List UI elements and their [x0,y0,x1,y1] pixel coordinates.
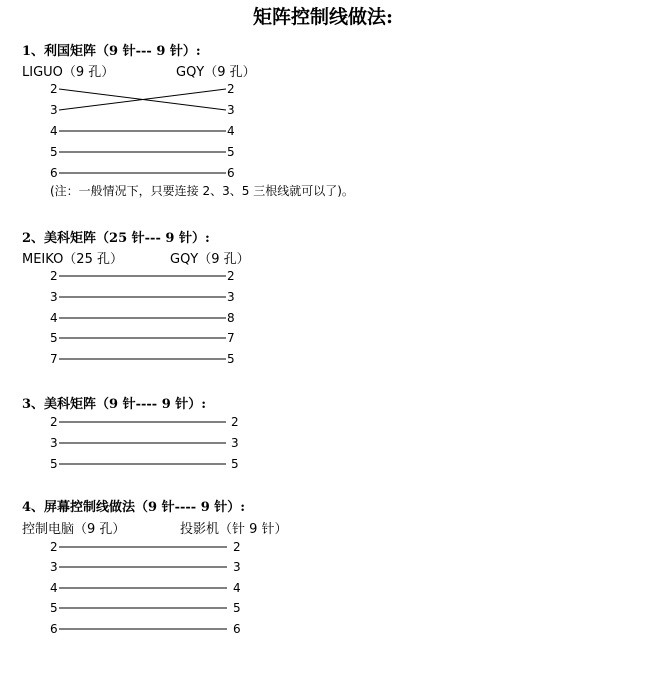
section-4-heading: 4、屏幕控制线做法（9 针---- 9 针）: [22,500,246,515]
s1-right-pin: 6 [227,166,235,180]
s2-right-pin: 8 [227,311,235,325]
s1-left-pin: 4 [50,124,58,138]
s2-left-pin: 5 [50,331,58,345]
s4-right-pin: 2 [233,540,241,554]
s3-left-pin: 2 [50,415,58,429]
s4-left-pin: 5 [50,601,58,615]
s2-left-pin: 3 [50,290,58,304]
section-4-right-device: 投影机（针 9 针） [180,522,288,537]
s1-right-pin: 2 [227,82,235,96]
s4-left-pin: 3 [50,560,58,574]
section-1-right-device: GQY（9 孔） [176,65,256,80]
s1-left-pin: 2 [50,82,58,96]
s3-left-pin: 3 [50,436,58,450]
s4-left-pin: 6 [50,622,58,636]
s2-right-pin: 3 [227,290,235,304]
s2-left-pin: 7 [50,352,58,366]
section-4-left-device: 控制电脑（9 孔） [22,522,126,537]
s4-right-pin: 3 [233,560,241,574]
s2-right-pin: 5 [227,352,235,366]
s2-right-pin: 2 [227,269,235,283]
s3-left-pin: 5 [50,457,58,471]
section-1-note: (注：一般情况下，只要连接 2、3、5 三根线就可以了)。 [50,184,354,198]
s1-right-pin: 3 [227,103,235,117]
section-3-heading: 3、美科矩阵（9 针---- 9 针）: [22,397,207,412]
s1-left-pin: 6 [50,166,58,180]
s3-right-pin: 2 [231,415,239,429]
s4-left-pin: 2 [50,540,58,554]
page-title: 矩阵控制线做法: [252,6,393,28]
s4-right-pin: 4 [233,581,241,595]
s1-left-pin: 3 [50,103,58,117]
s4-left-pin: 4 [50,581,58,595]
s2-right-pin: 7 [227,331,235,345]
s2-left-pin: 4 [50,311,58,325]
section-2-right-device: GQY（9 孔） [170,252,250,267]
s1-left-pin: 5 [50,145,58,159]
section-2-heading: 2、美科矩阵（25 针--- 9 针）: [22,231,210,246]
s3-right-pin: 3 [231,436,239,450]
section-1-left-device: LIGUO（9 孔） [22,65,115,80]
s1-right-pin: 5 [227,145,235,159]
section-2-left-device: MEIKO（25 孔） [22,252,123,267]
s4-right-pin: 6 [233,622,241,636]
s2-left-pin: 2 [50,269,58,283]
s3-right-pin: 5 [231,457,239,471]
s1-right-pin: 4 [227,124,235,138]
s4-right-pin: 5 [233,601,241,615]
section-1-heading: 1、利国矩阵（9 针--- 9 针）: [22,44,201,59]
